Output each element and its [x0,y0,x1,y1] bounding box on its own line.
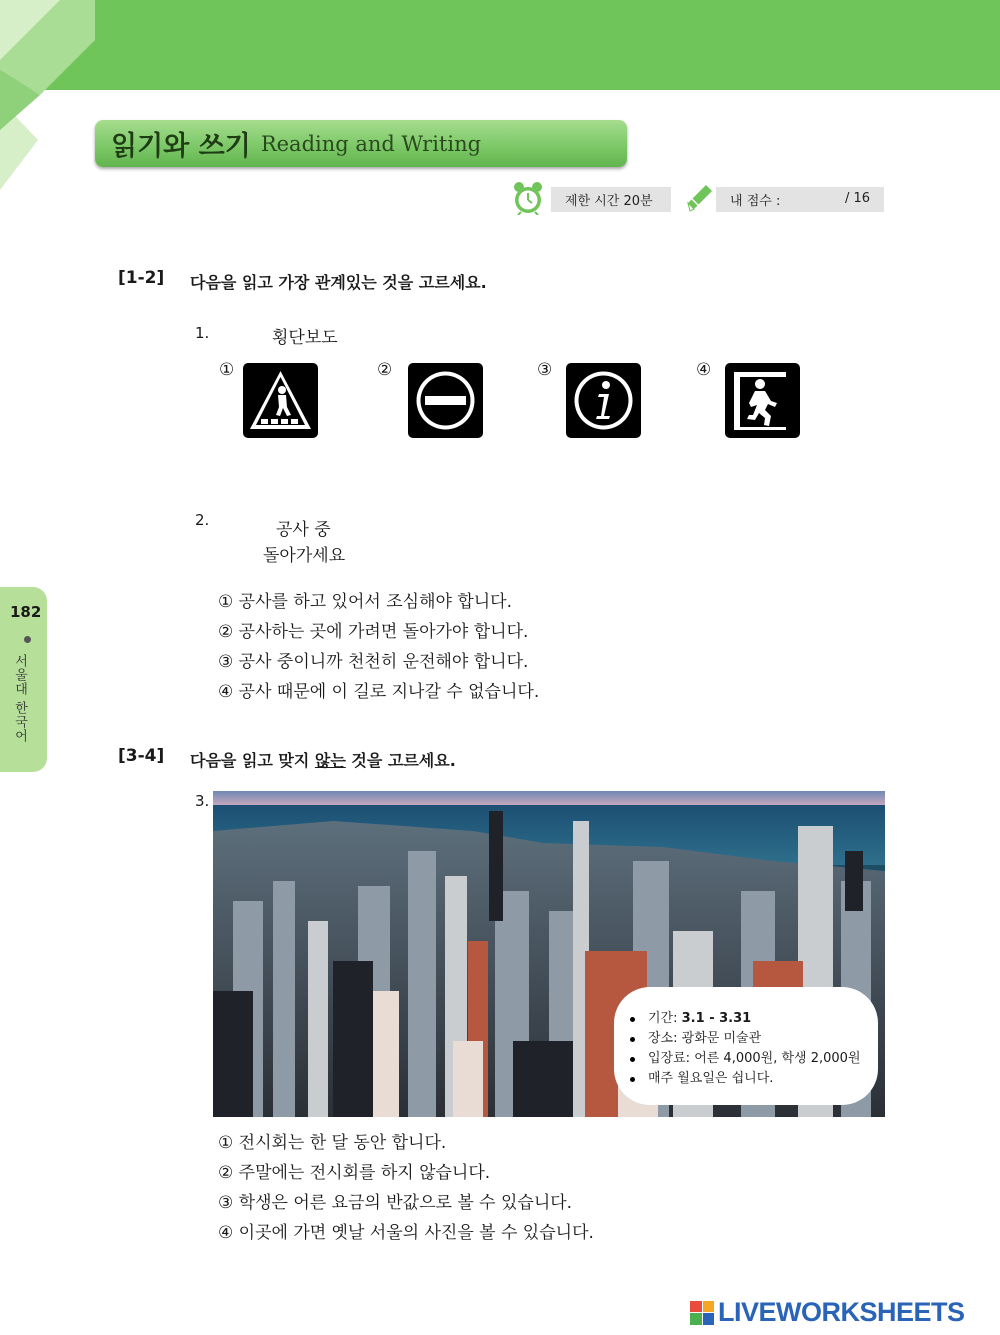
section-instruction-1-2: 다음을 읽고 가장 관계있는 것을 고르세요. [190,273,487,292]
score-label: 내 점수 : [730,194,781,209]
notice-place: 장소: 광화문 미술관 [628,1029,878,1049]
question-2-number: 2. [195,511,210,529]
header-band [0,0,1000,90]
time-limit-box [551,187,671,212]
question-3-option-3[interactable]: ③ 학생은 어른 요금의 반값으로 볼 수 있습니다. [218,1193,573,1213]
section-title-english: Reading and Writing [260,131,482,156]
question-3-option-1[interactable]: ① 전시회는 한 달 동안 합니다. [218,1133,447,1153]
question-1-number: 1. [195,324,210,342]
section-instruction-3-4: 다음을 읽고 맞지 않는 것을 고르세요. [190,751,456,770]
tab-dot [24,636,31,643]
notice-closed-day: 매주 월요일은 쉽니다. [628,1069,878,1089]
question-2-option-3[interactable]: ③ 공사 중이니까 천천히 운전해야 합니다. [218,652,529,672]
construction-sign-line-1: 공사 중 [276,520,331,540]
exhibition-notice [614,987,878,1105]
choice-4-mark[interactable]: ④ [696,360,712,380]
section-range-3-4: [3-4] [118,746,165,766]
liveworksheets-logo [690,1297,965,1328]
logo-text: LIVEWORKSHEETS [718,1297,965,1327]
section-title-banner [95,120,627,167]
notice-period: 기간: 3.1 - 3.31 [628,1009,878,1029]
question-2-option-4[interactable]: ④ 공사 때문에 이 길로 지나갈 수 없습니다. [218,682,540,702]
book-title: 서울대 한국어 [12,654,27,744]
choice-3-mark[interactable]: ③ [537,360,553,380]
page-number: 182 [10,603,42,621]
score-total: / 16 [844,191,870,206]
section-title-korean: 읽기와 쓰기 [111,131,251,162]
logo-mark-icon [690,1301,714,1325]
score-box [716,187,884,212]
question-2-option-2[interactable]: ② 공사하는 곳에 가려면 돌아가야 합니다. [218,622,529,642]
clock-icon [512,181,544,215]
question-2-option-1[interactable]: ① 공사를 하고 있어서 조심해야 합니다. [218,592,512,612]
question-3-option-2[interactable]: ② 주말에는 전시회를 하지 않습니다. [218,1163,491,1183]
time-limit-text: 제한 시간 20분 [565,194,653,209]
crosswalk-icon[interactable] [243,363,318,438]
information-icon[interactable] [566,363,641,438]
question-1-word: 횡단보도 [272,328,338,348]
pencil-icon [684,181,716,215]
question-3-number: 3. [195,792,210,810]
choice-2-mark[interactable]: ② [377,360,393,380]
choice-1-mark[interactable]: ① [219,360,235,380]
question-3-option-4[interactable]: ④ 이곳에 가면 옛날 서울의 사진을 볼 수 있습니다. [218,1223,594,1243]
notice-fee: 입장료: 어른 4,000원, 학생 2,000원 [628,1049,878,1069]
underlined-word: 않는 [314,751,346,770]
construction-sign-line-2: 돌아가세요 [263,546,346,566]
emergency-exit-icon[interactable] [725,363,800,438]
corner-decoration [0,0,100,200]
section-range-1-2: [1-2] [118,268,165,288]
no-entry-icon[interactable] [408,363,483,438]
